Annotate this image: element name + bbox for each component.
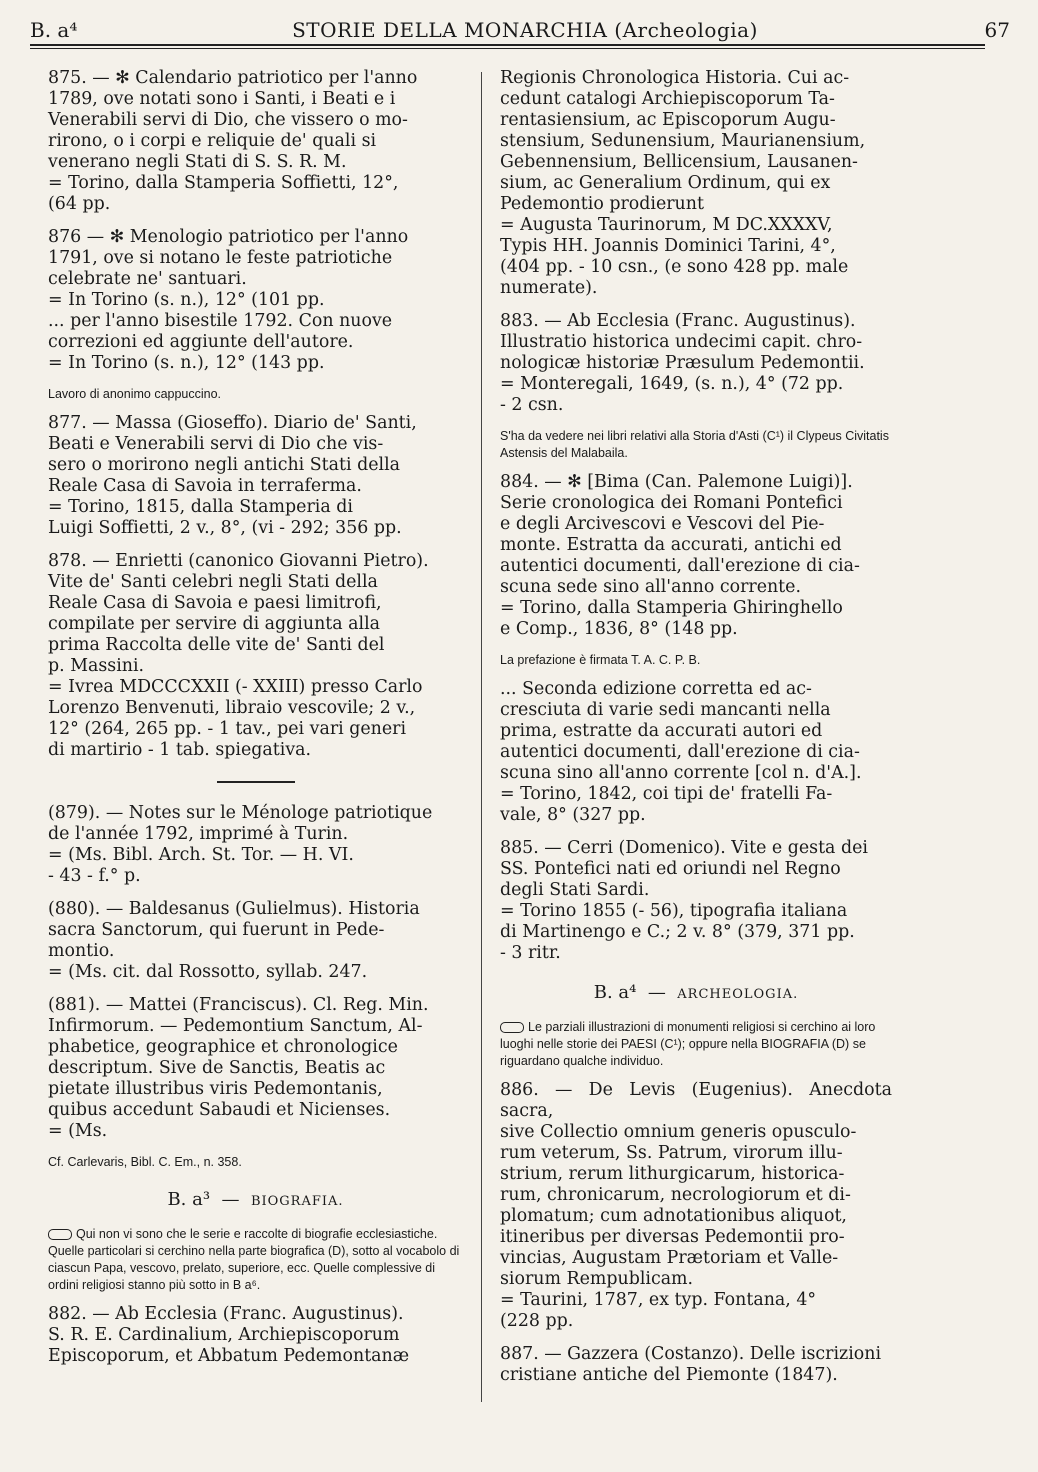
line: vale, 8° (327 pp. xyxy=(500,805,646,825)
line: 1789, ove notati sono i Santi, i Beati e i xyxy=(48,89,396,109)
page-header xyxy=(30,14,1020,48)
line: Vite de' Santi celebri negli Stati della xyxy=(48,572,378,592)
line: ... Seconda edizione corretta ed ac- xyxy=(500,679,812,699)
section-label: B. a³ xyxy=(167,1189,211,1210)
line: autentici documenti, dall'erezione di cia- xyxy=(500,556,860,576)
line: Reale Casa di Savoia in terraferma. xyxy=(48,476,362,496)
line: - 2 csn. xyxy=(500,395,564,415)
line: di martirio - 1 tab. spiegativa. xyxy=(48,740,312,760)
archeologia-note-text: Le parziali illustrazioni di monumenti religiosi si cerchino ai loro luoghi nelle storie dei PAESI (C¹); oppure nella BIOGRAFIA (D) se riguardano qualche individuo. xyxy=(500,1020,876,1068)
line: rum, chronicarum, necrologiorum et di- xyxy=(500,1185,851,1205)
entry-878 xyxy=(48,551,463,761)
line: (228 pp. xyxy=(500,1311,574,1331)
line: siorum Rempublicam. xyxy=(500,1269,694,1289)
line: cedunt catalogi Archiepiscoporum Ta- xyxy=(500,89,835,109)
line: 887. — Gazzera (Costanzo). Delle iscrizioni xyxy=(500,1344,882,1364)
line: sive Collectio omnium generis opusculo- xyxy=(500,1122,857,1142)
line: = Taurini, 1787, ex typ. Fontana, 4° xyxy=(500,1290,817,1310)
line: = (Ms. Bibl. Arch. St. Tor. — H. VI. xyxy=(48,845,354,865)
line: 1791, ove si notano le feste patriotiche xyxy=(48,248,393,268)
line: stensium, Sedunensium, Maurianensium, xyxy=(500,131,866,151)
line: plomatum; cum adnotationibus aliquot, xyxy=(500,1206,847,1226)
line: 878. — Enrietti (canonico Giovanni Pietro). xyxy=(48,551,429,571)
pointing-hand-icon xyxy=(500,1022,524,1033)
right-column xyxy=(500,68,892,1398)
separator-rule xyxy=(217,781,295,783)
line: vincias, Augustam Prætoriam et Valle- xyxy=(500,1248,839,1268)
entry-881 xyxy=(48,995,463,1142)
line: (880). — Baldesanus (Gulielmus). Historia xyxy=(48,899,420,919)
line: cresciuta di varie sedi mancanti nella xyxy=(500,700,831,720)
section-title: ARCHEOLOGIA. xyxy=(677,987,799,1002)
line: - 43 - f.° p. xyxy=(48,866,141,886)
line: (879). — Notes sur le Ménologe patriotique xyxy=(48,803,433,823)
line: = (Ms. xyxy=(48,1121,108,1141)
line: quibus accedunt Sabaudi et Nicienses. xyxy=(48,1100,391,1120)
line: 882. — Ab Ecclesia (Franc. Augustinus). xyxy=(48,1304,404,1324)
line: S. R. E. Cardinalium, Archiepiscoporum xyxy=(48,1325,400,1345)
line: 885. — Cerri (Domenico). Vite e gesta dei xyxy=(500,838,868,858)
line: Reale Casa di Savoia e paesi limitrofi, xyxy=(48,593,382,613)
line: Serie cronologica dei Romani Pontefici xyxy=(500,493,843,513)
entry-883-note: S'ha da vedere nei libri relativi alla Storia d'Asti (C¹) il Clypeus Civitatis Astensis del Malabaila. xyxy=(500,429,889,460)
line: phabetice, geographice et chronologice xyxy=(48,1037,398,1057)
line: 876 — ✻ Menologio patriotico per l'anno xyxy=(48,227,409,247)
line: 12° (264, 265 pp. - 1 tav., pei vari generi xyxy=(48,719,407,739)
line: rum veterum, Ss. Patrum, virorum illu- xyxy=(500,1143,843,1163)
entry-882 xyxy=(48,1304,463,1367)
line: scuna sino all'anno corrente [col n. d'A.]. xyxy=(500,763,862,783)
header-rule-thin xyxy=(30,48,985,49)
section-heading-biografia: B. a³ — BIOGRAFIA. xyxy=(167,1189,344,1210)
line: Lorenzo Benvenuti, libraio vescovile; 2 v., xyxy=(48,698,416,718)
line: Venerabili servi di Dio, che vissero o mo- xyxy=(48,110,408,130)
line: strium, rerum lithurgicarum, historica- xyxy=(500,1164,845,1184)
pointing-hand-icon xyxy=(48,1229,72,1240)
line: Infirmorum. — Pedemontium Sanctum, Al- xyxy=(48,1016,423,1036)
entry-876 xyxy=(48,227,463,374)
line: monte. Estratta da accurati, antichi ed xyxy=(500,535,842,555)
line: di Martinengo e C.; 2 v. 8° (379, 371 pp. xyxy=(500,922,855,942)
line: = Torino, dalla Stamperia Ghiringhello xyxy=(500,598,843,618)
entry-883 xyxy=(500,311,892,416)
section-label: B. a⁴ xyxy=(593,982,637,1003)
line: descriptum. Sive de Sanctis, Beatis ac xyxy=(48,1058,386,1078)
line: = Torino 1855 (- 56), tipografia italiana xyxy=(500,901,848,921)
line: prima Raccolta delle vite de' Santi del xyxy=(48,635,385,655)
line: - 3 ritr. xyxy=(500,943,561,963)
line: nologicæ historiæ Præsulum Pedemontii. xyxy=(500,353,865,373)
line: 886. — De Levis (Eugenius). Anecdota sacra, xyxy=(500,1080,892,1121)
line: e degli Arcivescovi e Vescovi del Pie- xyxy=(500,514,825,534)
line: = Ivrea MDCCCXXII (- XXIII) presso Carlo xyxy=(48,677,423,697)
header-rule xyxy=(30,44,985,46)
line: prima, estratte da accurati autori ed xyxy=(500,721,823,741)
line: (881). — Mattei (Franciscus). Cl. Reg. Min. xyxy=(48,995,429,1015)
line: 883. — Ab Ecclesia (Franc. Augustinus). xyxy=(500,311,856,331)
line: (404 pp. - 10 csn., (e sono 428 pp. male xyxy=(500,257,849,277)
line: 875. — ✻ Calendario patriotico per l'anno xyxy=(48,68,418,88)
line: itineribus per diversas Pedemontii pro- xyxy=(500,1227,845,1247)
line: numerate). xyxy=(500,278,598,298)
header-title: STORIE DELLA MONARCHIA (Archeologia) xyxy=(292,18,758,42)
line: = Torino, dalla Stamperia Soffietti, 12°, xyxy=(48,173,399,193)
line: 877. — Massa (Gioseffo). Diario de' Santi, xyxy=(48,413,417,433)
entry-875 xyxy=(48,68,463,215)
entry-880 xyxy=(48,899,463,983)
line: correzioni ed aggiunte dell'autore. xyxy=(48,332,354,352)
line: e Comp., 1836, 8° (148 pp. xyxy=(500,619,738,639)
section-title: BIOGRAFIA. xyxy=(250,1194,344,1209)
biografia-note xyxy=(48,1226,463,1294)
line: = In Torino (s. n.), 12° (143 pp. xyxy=(48,353,325,373)
line: degli Stati Sardi. xyxy=(500,880,650,900)
entry-886 xyxy=(500,1080,892,1332)
line: = Augusta Taurinorum, M DC.XXXXV, xyxy=(500,215,833,235)
line: = Torino, 1815, dalla Stamperia di xyxy=(48,497,353,517)
entry-877 xyxy=(48,413,463,539)
line: Luigi Soffietti, 2 v., 8°, (vi - 292; 356 pp. xyxy=(48,518,402,538)
archeologia-note xyxy=(500,1019,892,1070)
biografia-note-text: Qui non vi sono che le serie e raccolte di biografie ecclesiastiche. Quelle particolari si cerchino nella parte biografica (D), sotto al vocabolo di ciascun Papa, vescovo, prelato, superiore, ecc. Quelle complessive di ordini religiosi stanno più sotto in B a⁶. xyxy=(48,1227,460,1292)
section-heading-archeologia: B. a⁴ — ARCHEOLOGIA. xyxy=(593,982,799,1003)
line: Episcoporum, et Abbatum Pedemontanæ xyxy=(48,1346,410,1366)
line: 884. — ✻ [Bima (Can. Palemone Luigi)]. xyxy=(500,472,853,492)
line: autentici documenti, dall'erezione di cia- xyxy=(500,742,860,762)
entry-884 xyxy=(500,472,892,640)
entry-876-note: Lavoro di anonimo cappuccino. xyxy=(48,387,222,401)
line: scuna sede sino all'anno corrente. xyxy=(500,577,801,597)
line: p. Massini. xyxy=(48,656,145,676)
line: cristiane antiche del Piemonte (1847). xyxy=(500,1365,838,1385)
line: Typis HH. Joannis Dominici Tarini, 4°, xyxy=(500,236,836,256)
line: pietate illustribus viris Pedemontanis, xyxy=(48,1079,383,1099)
entry-885 xyxy=(500,838,892,964)
header-section-mark: B. a⁴ xyxy=(30,18,78,42)
line: Illustratio historica undecimi capit. chro- xyxy=(500,332,863,352)
line: Beati e Venerabili servi di Dio che vis- xyxy=(48,434,384,454)
left-column xyxy=(48,68,463,1379)
line: SS. Pontefici nati ed oriundi nel Regno xyxy=(500,859,841,879)
entry-879 xyxy=(48,803,463,887)
line: sero o morirono negli antichi Stati della xyxy=(48,455,401,475)
line: montio. xyxy=(48,941,115,961)
line: compilate per servire di aggiunta alla xyxy=(48,614,381,634)
line: celebrate ne' santuari. xyxy=(48,269,247,289)
entry-882-continued xyxy=(500,68,892,299)
page-number: 67 xyxy=(984,18,1010,42)
line: sacra Sanctorum, qui fuerunt in Pede- xyxy=(48,920,385,940)
line: = Monteregali, 1649, (s. n.), 4° (72 pp. xyxy=(500,374,844,394)
line: de l'année 1792, imprimé à Turin. xyxy=(48,824,349,844)
line: Regionis Chronologica Historia. Cui ac- xyxy=(500,68,850,88)
line: ... per l'anno bisestile 1792. Con nuove xyxy=(48,311,393,331)
line: venerano negli Stati di S. S. R. M. xyxy=(48,152,347,172)
entry-887 xyxy=(500,1344,892,1386)
line: Gebennensium, Bellicensium, Lausanen- xyxy=(500,152,858,172)
column-divider xyxy=(481,72,482,1402)
line: (64 pp. xyxy=(48,194,111,214)
entry-884-note: La prefazione è firmata T. A. C. P. B. xyxy=(500,653,701,667)
line: rirono, o i corpi e reliquie de' quali si xyxy=(48,131,377,151)
entry-881-note: Cf. Carlevaris, Bibl. C. Em., n. 358. xyxy=(48,1155,242,1169)
line: rentasiensium, ac Episcoporum Augu- xyxy=(500,110,836,130)
entry-884-second-edition xyxy=(500,679,892,826)
line: sium, ac Generalium Ordinum, qui ex xyxy=(500,173,831,193)
line: Pedemontio prodierunt xyxy=(500,194,704,214)
line: = (Ms. cit. dal Rossotto, syllab. 247. xyxy=(48,962,368,982)
line: = Torino, 1842, coi tipi de' fratelli Fa- xyxy=(500,784,833,804)
line: = In Torino (s. n.), 12° (101 pp. xyxy=(48,290,325,310)
